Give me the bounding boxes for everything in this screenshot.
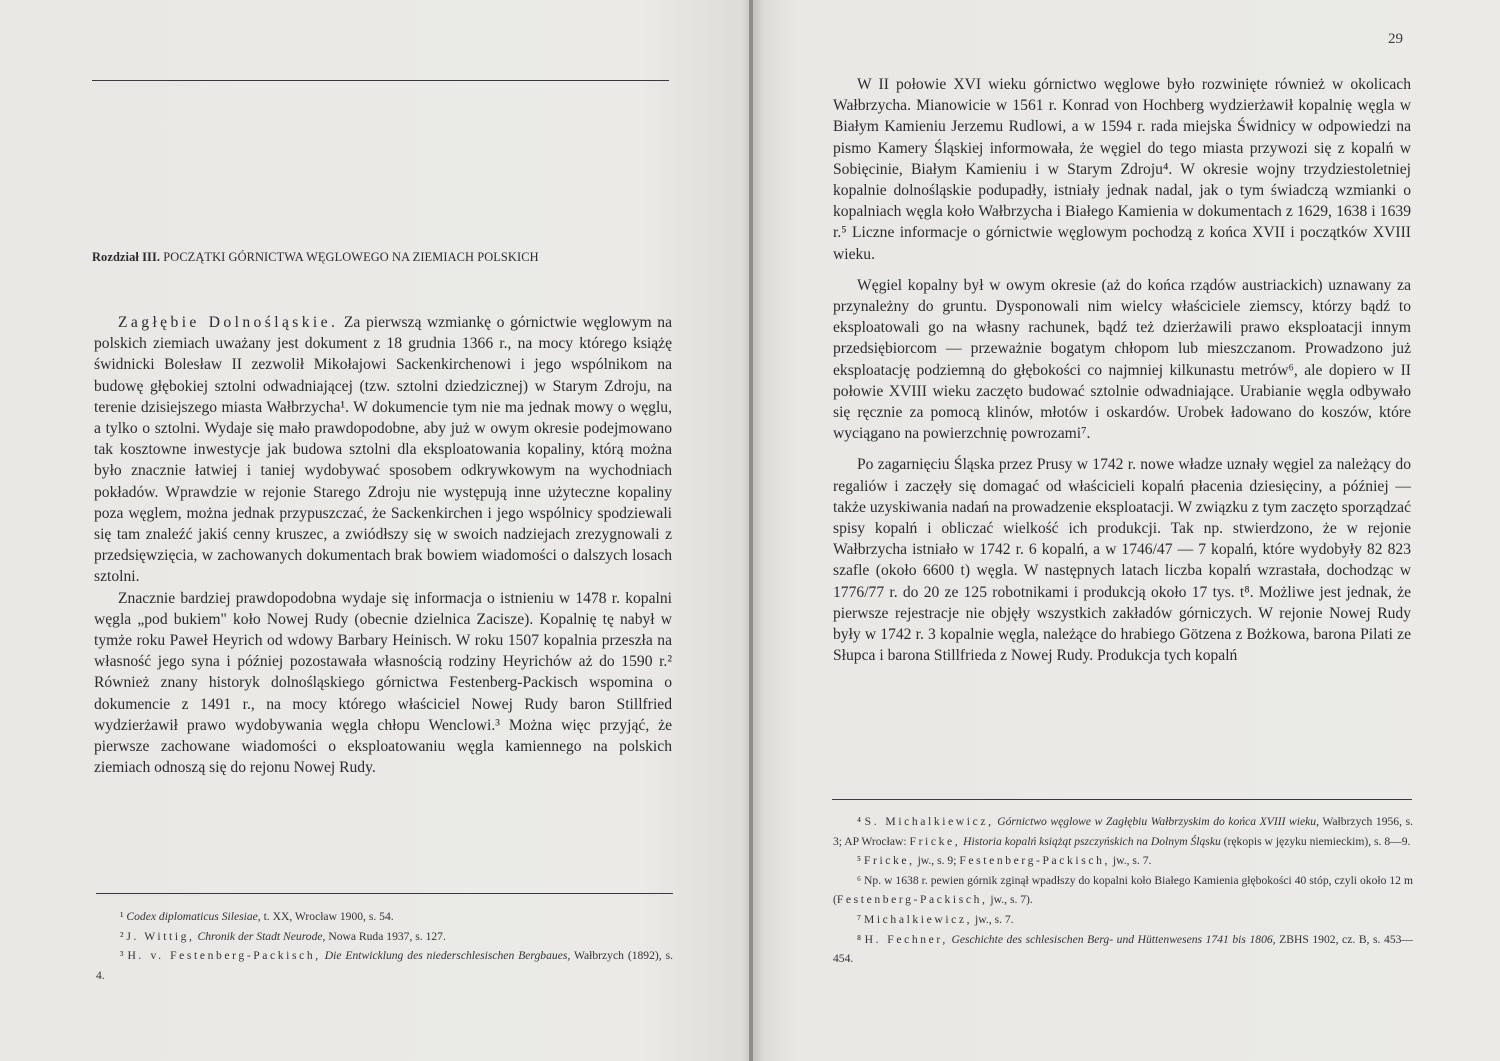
footnote-mark: ⁵ (857, 854, 862, 868)
footnote-author: Fricke, (863, 854, 915, 868)
footnote-author: Festenberg-Packisch, (959, 854, 1110, 868)
footnote-rest: ZBHS 1902, cz. B, s. 453—454. (833, 932, 1414, 966)
left-footnotes (96, 907, 673, 985)
footnote-rule (96, 893, 673, 894)
left-paragraph-1-text: Za pierwszą wzmiankę o górnictwie węglowym na polskich ziemiach uważany jest dokument z 18 grudnia 1366 r., na mocy którego książę świdnicki Bolesław II zezwolił Mikołajowi Sackenkirchenowi i jego wspólnikom na budowę głębokiej sztolni odwadniającej (tzw. sztolni dziedzicznej) w Starym Zdroju, na terenie dzisiejszego miasta Wałbrzycha¹. W dokumencie tym nie ma jednak mowy o węglu, a tylko o sztolni. Wydaje się mało prawdopodobne, aby już w owym okresie podejmowano tak kosztowne inwestycje jak budowa sztolni dla eksploatowania kopaliny, którą można było znacznie łatwiej i taniej wydobywać sposobem odkrywkowym na wychodniach pokładów. Wprawdzie w rejonie Starego Zdroju nie występują inne użyteczne kopaliny poza węglem, można jednak przypuszczać, że Sackenkirchen i jego wspólnicy spodziewali się tam znaleźć jakiś cenny kruszec, a zwiódłszy się w swoich nadziejach zrezygnowali z przedsięwzięcia, w zachowanych dokumentach brak bowiem wiadomości o dalszych losach sztolni. (94, 314, 672, 586)
footnote-author: Festenberg-Packisch, (836, 893, 988, 907)
footnote-rest: Nowa Ruda 1937, s. 127. (325, 929, 446, 943)
right-paragraph-1: W II połowie XVI wieku górnictwo węglowe było rozwinięte również w okolicach Wałbrzycha. Mianowicie w 1561 r. Konrad von Hochberg wydzierżawił kopalnię węgla w Białym Kamieniu Jerzemu Rudlowi, a w 1594 r. rada miejska Świdnicy w odpowiedzi na pismo Kamery Śląskiej informowała, że węgiel do tego miasta przywozi się z kopalń w Sobięcinie, Białym Kamieniu i w Starym Zdroju⁴. W okresie wojny trzydziestoletniej kopalnie dolnośląskie podupadły, istniały jednak nadal, jak o tym świadczą wzmianki o kopalniach węgla koło Wałbrzycha i Białego Kamienia w dokumentach z 1629, 1638 i 1639 r.⁵ Liczne informacje o górnictwie węglowym pochodzą z końca XVII i początków XVIII wieku. (833, 76, 1411, 263)
footnote-rest: jw., s. 9; (914, 854, 957, 868)
footnote-title: Die Entwicklung des niederschlesischen Bergbaues, (324, 949, 571, 963)
footnote-author: H. Fechner, (864, 932, 948, 946)
left-body-text (94, 312, 672, 778)
section-title: Zagłębie Dolnośląskie. (118, 314, 339, 331)
right-footnotes (833, 812, 1413, 969)
footnote-title: Historia kopalń książąt pszczyńskich na Dolnym Śląsku (963, 834, 1221, 848)
left-paragraph-1 (94, 312, 672, 588)
footnote-8 (833, 930, 1413, 969)
footnote-rest: Wałbrzych (1892), s. 4. (96, 949, 673, 982)
footnote-rule (832, 799, 1412, 800)
footnote-title: Geschichte des schlesischen Berg- und Hüttenwesens 1741 bis 1806, (951, 932, 1276, 946)
footnote-author: Michalkiewicz, (863, 912, 973, 926)
footnote-mark: ³ (120, 949, 124, 963)
footnote-rest: jw., s. 7. (972, 912, 1014, 926)
footnote-1 (96, 907, 673, 927)
right-body-text (833, 74, 1411, 666)
footnote-author: Fricke, (909, 834, 961, 848)
footnote-7 (833, 910, 1413, 930)
left-paragraph-2: Znacznie bardziej prawdopodobna wydaje się informacja o istnieniu w 1478 r. kopalni węgla „pod bukiem" koło Nowej Rudy (obecnie dzielnica Zacisze). Kopalnię tę nabył w tymże roku Paweł Heyrich od wdowy Barbary Heinisch. W roku 1507 kopalnia przeszła na własność jego syna i później pozostawała własnością rodziny Heyrichów aż do 1590 r.² Również znany historyk dolnośląskiego górnictwa Festenberg-Packisch wspomina o dokumencie z 1491 r., na mocy którego właściciel Nowej Rudy baron Stillfried wydzierżawił prawo wydobywania węgla chłopu Wenclowi.³ Można więc przyjąć, że pierwsze zachowane wiadomości o eksploatowaniu węgla kamiennego na polskich ziemiach odnoszą się do rejonu Nowej Rudy. (94, 589, 672, 777)
right-paragraph-2: Węgiel kopalny był w owym okresie (aż do końca rządów austriackich) uznawany za przynależny do gruntu. Dysponowali nim wielcy właściciele ziemscy, którzy bądź to eksploatowali go na własny rachunek, bądź też dzierżawili prawo eksploatacji innym przedsiębiorcom — przeważnie bogatym chłopom lub mieszczanom. Prowadzono już eksploatację podziemną do głębokości co najmniej kilkunastu metrów⁶, ale dopiero w II połowie XVIII wieku zaczęto budować sztolnie odwadniające. Urabianie węgla odbywało się ręcznie za pomocą klinów, młotów i oskardów. Urobek ładowano do koszów, które wyciągano na powierzchnię powrozami⁷. (833, 276, 1411, 443)
footnote-author: S. Michalkiewicz, (864, 815, 994, 828)
footnote-mark: ⁸ (857, 932, 862, 946)
footnote-rest: jw., s. 7). (987, 893, 1033, 907)
footnote-rest: , t. XX, Wrocław 1900, s. 54. (257, 910, 394, 923)
right-paragraph-3: Po zagarnięciu Śląska przez Prusy w 1742 r. nowe władze uznały węgiel za należący do regaliów i zaczęły się domagać od właścicieli kopalń płacenia dziesięciny, a później — także uzyskiwania nadań na prowadzenie eksploatacji. W związku z tym zaczęto sporządzać spisy kopalń i obliczać wielkość ich produkcji. Tak np. stwierdzono, że w rejonie Wałbrzycha istniało w 1742 r. 6 kopalń, a w 1746/47 — 7 kopalń, które wydobyły 82 823 szafle (około 6600 t) węgla. W następnych latach liczba kopalń wzrastała, dochodząc w 1776/77 r. do 20 ze 125 robotnikami i produkcją około 17 tys. t⁸. Możliwe jest jednak, że pierwsze rejestracje nie objęły wszystkich zakładów górniczych. W rejonie Nowej Rudy były w 1742 r. 3 kopalnie węgla, należące do hrabiego Götzena z Bożkowa, barona Pilati ze Słupca i barona Stillfrieda z Nowej Rudy. Produkcja tych kopalń (833, 456, 1411, 665)
footnote-author: J. Wittig, (126, 929, 195, 943)
chapter-heading (92, 250, 692, 265)
footnote-title: Codex diplomaticus Silesiae (126, 910, 258, 923)
footnote-4 (833, 812, 1413, 851)
footnote-2 (96, 927, 673, 947)
footnote-5 (833, 851, 1413, 871)
footnote-rest: Wałbrzych 1956, s. 3; AP Wrocław: (833, 815, 1414, 848)
footnote-title: Górnictwo węglowe w Zagłębiu Wałbrzyskim do końca XVIII wieku, (997, 815, 1319, 828)
footnote-mark: ¹ (120, 910, 124, 923)
footnote-mark: ⁴ (857, 815, 862, 828)
footnote-3 (96, 946, 673, 985)
spine-shadow (742, 0, 764, 1061)
footnote-mark: ⁶ (857, 873, 862, 887)
footnote-rest: Np. w 1638 r. pewien górnik zginął wpadłszy do kopalni koło Białego Kamienia głębokości 40 stóp, czyli około 12 m ( (833, 873, 1413, 907)
footnote-rest: (rękopis w języku niemieckim), s. 8—9. (1220, 834, 1411, 848)
footnote-6 (833, 871, 1413, 910)
right-page (752, 0, 1500, 1061)
page-number: 29 (1388, 31, 1403, 47)
footnote-mark: ² (120, 929, 124, 943)
chapter-title: POCZĄTKI GÓRNICTWA WĘGLOWEGO NA ZIEMIACH POLSKICH (163, 250, 539, 264)
chapter-number: Rozdział III. (92, 250, 161, 264)
footnote-mark: ⁷ (857, 912, 862, 926)
footnote-title: Chronik der Stadt Neurode, (197, 929, 326, 943)
footnote-rest: jw., s. 7. (1109, 854, 1152, 868)
top-rule (92, 80, 669, 81)
footnote-author: H. v. Festenberg-Packisch, (127, 949, 321, 963)
book-spine (749, 0, 753, 1061)
